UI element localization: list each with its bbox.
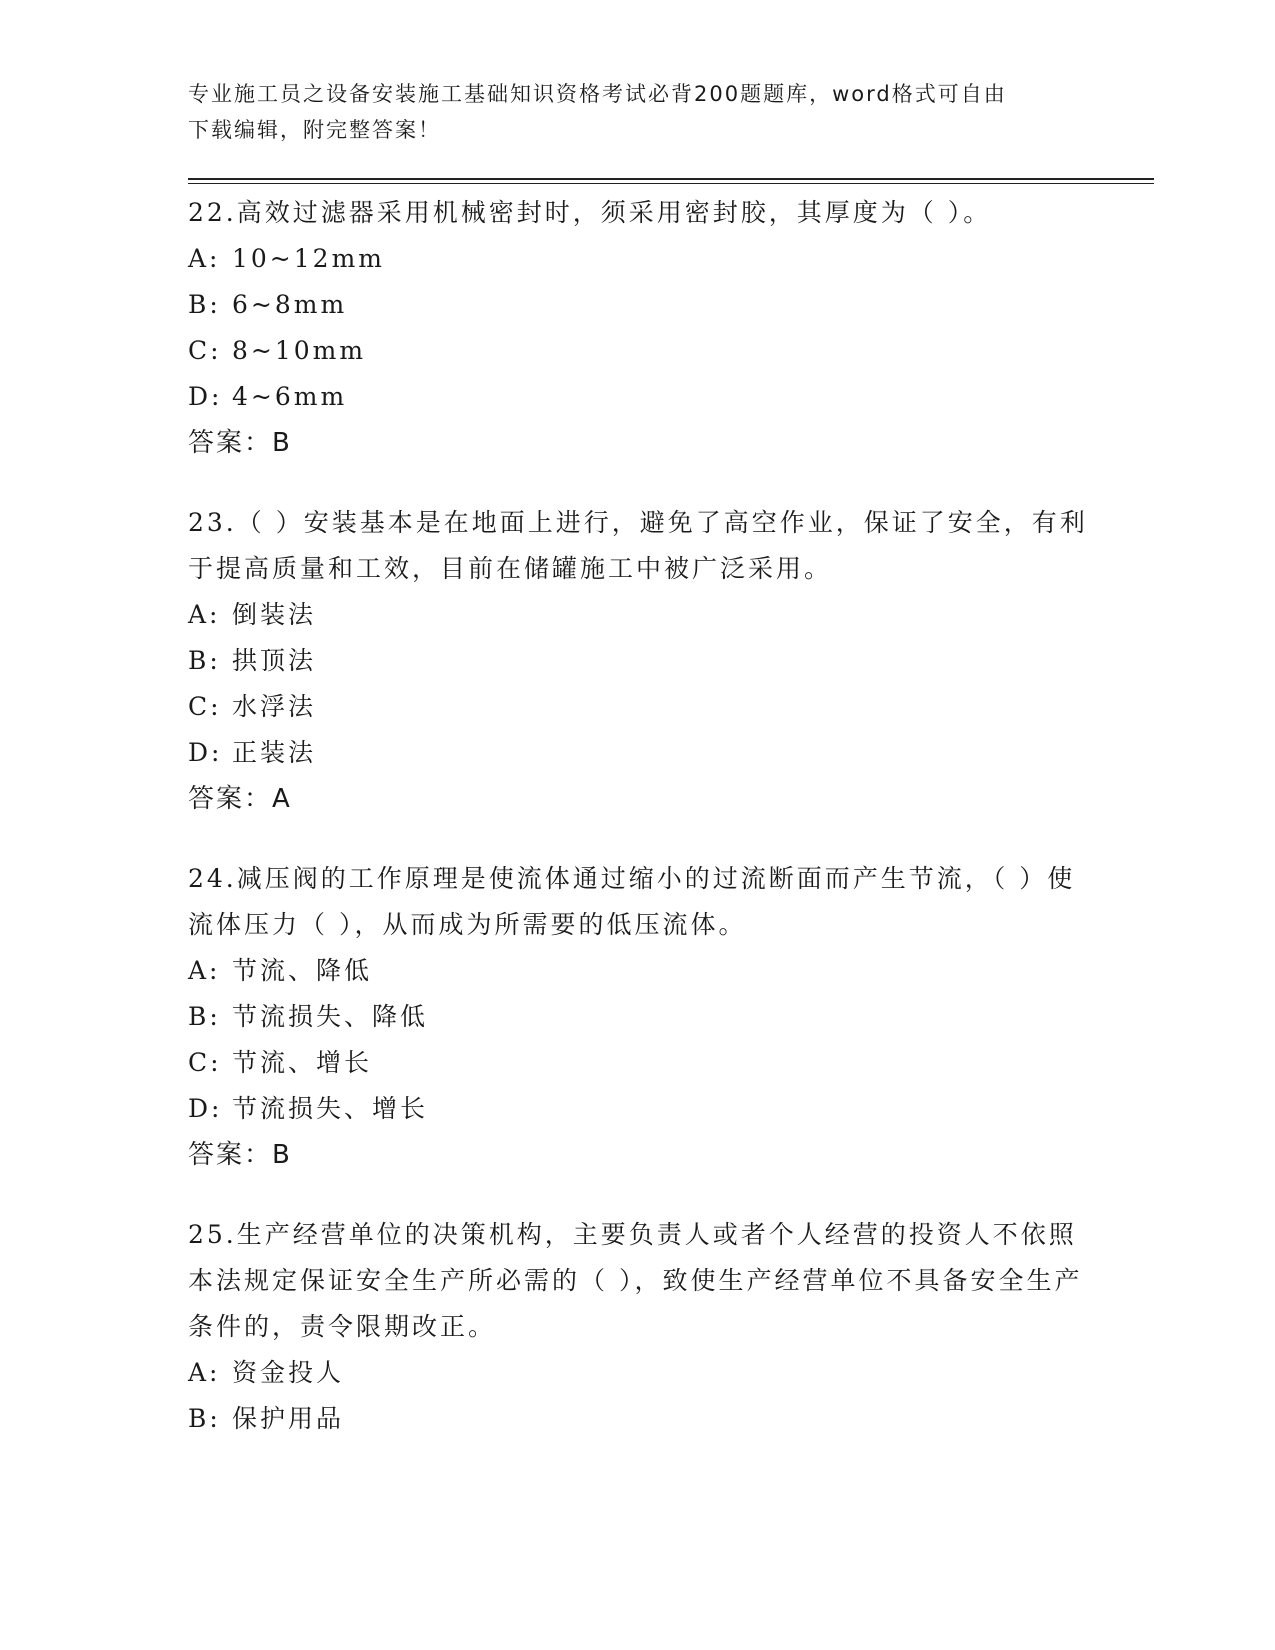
option-d: [188, 1086, 1088, 1132]
option-label: B:: [188, 1002, 221, 1031]
option-a: [188, 592, 1088, 638]
option-label: B:: [188, 1404, 221, 1433]
option-a: [188, 1350, 1088, 1396]
header-divider-thick: [188, 178, 1154, 180]
option-text: 10~12mm: [232, 244, 385, 273]
answer-line: 答案：A: [188, 784, 292, 814]
option-b: [188, 282, 1088, 328]
question-list: [188, 190, 1088, 1476]
option-text: 节流、增长: [232, 1048, 373, 1077]
question-stem: 25.生产经营单位的决策机构，主要负责人或者个人经营的投资人不依照本法规定保证安全生产所必需的（ ），致使生产经营单位不具备安全生产条件的，责令限期改正。: [188, 1220, 1083, 1341]
option-label: D:: [188, 382, 223, 411]
option-label: B:: [188, 290, 221, 319]
answer-line: 答案：B: [188, 428, 292, 458]
option-label: A:: [188, 1358, 221, 1387]
option-text: 正装法: [232, 738, 317, 767]
header-line-1: 专业施工员之设备安装施工基础知识资格考试必背200题题库，word格式可自由: [188, 82, 1007, 106]
question-23: [188, 500, 1088, 822]
option-label: C:: [188, 692, 222, 721]
question-24: [188, 856, 1088, 1178]
option-label: A:: [188, 956, 221, 985]
question-stem: 23.（ ）安装基本是在地面上进行，避免了高空作业，保证了安全，有利于提高质量和工效，目前在储罐施工中被广泛采用。: [188, 508, 1088, 583]
option-c: [188, 684, 1088, 730]
option-label: B:: [188, 646, 221, 675]
option-label: D:: [188, 1094, 223, 1123]
question-stem: 22.高效过滤器采用机械密封时，须采用密封胶，其厚度为（ ）。: [188, 198, 992, 227]
option-label: C:: [188, 336, 222, 365]
option-label: C:: [188, 1048, 222, 1077]
option-b: [188, 994, 1088, 1040]
option-c: [188, 328, 1088, 374]
option-text: 保护用品: [232, 1404, 345, 1433]
option-c: [188, 1040, 1088, 1086]
option-text: 倒装法: [232, 600, 317, 629]
option-label: A:: [188, 600, 221, 629]
option-label: D:: [188, 738, 223, 767]
option-b: [188, 1396, 1088, 1442]
option-text: 拱顶法: [232, 646, 317, 675]
header-line-2: 下载编辑，附完整答案！: [188, 118, 441, 142]
option-text: 4~6mm: [232, 382, 348, 411]
option-d: [188, 374, 1088, 420]
option-a: [188, 236, 1088, 282]
option-b: [188, 638, 1088, 684]
option-text: 节流损失、增长: [232, 1094, 429, 1123]
option-text: 6~8mm: [232, 290, 348, 319]
answer-line: 答案：B: [188, 1140, 292, 1170]
option-label: A:: [188, 244, 221, 273]
question-25: [188, 1212, 1088, 1442]
header-divider-thin: [188, 183, 1154, 184]
option-d: [188, 730, 1088, 776]
option-a: [188, 948, 1088, 994]
question-stem: 24.减压阀的工作原理是使流体通过缩小的过流断面而产生节流，（ ）使流体压力（ ），从而成为所需要的低压流体。: [188, 864, 1076, 939]
option-text: 节流损失、降低: [232, 1002, 429, 1031]
option-text: 水浮法: [232, 692, 317, 721]
question-22: [188, 190, 1088, 466]
option-text: 资金投人: [232, 1358, 345, 1387]
document-header: [188, 76, 1088, 148]
option-text: 节流、降低: [232, 956, 373, 985]
option-text: 8~10mm: [232, 336, 367, 365]
